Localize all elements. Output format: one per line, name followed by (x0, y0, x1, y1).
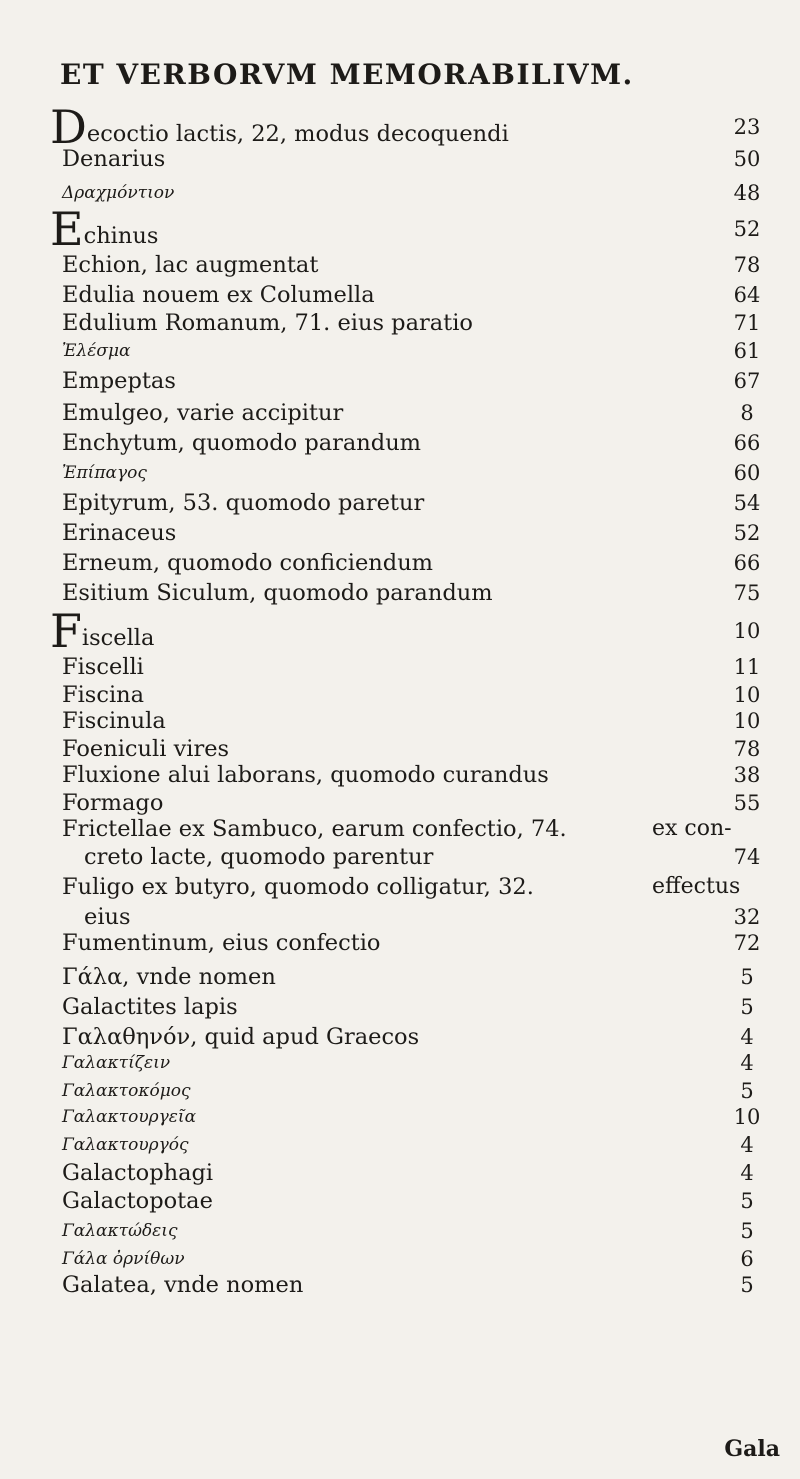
index-term: Foeniculi vires (62, 736, 230, 762)
index-entry (0, 992, 800, 1026)
page-number: 5 (740, 1273, 754, 1297)
index-term: Fiscella (50, 604, 155, 658)
index-term: Enchytum, quomodo parandum (62, 430, 422, 456)
page-number: 52 (733, 217, 761, 241)
index-continuation: effectus (652, 874, 741, 899)
index-term: Fiscinula (62, 708, 166, 734)
page-number: 4 (740, 1133, 754, 1157)
index-term: eius (84, 904, 131, 930)
index-entry (0, 178, 800, 212)
page-number: 10 (733, 1105, 761, 1129)
index-term: Erneum, quomodo conficiendum (62, 550, 434, 576)
index-term: Galactopotae (62, 1188, 213, 1214)
index-continuation: ex con- (652, 816, 732, 841)
index-entry (0, 488, 800, 522)
index-term: Esitium Siculum, quomodo parandum (62, 580, 493, 606)
index-term: Edulia nouem ex Columella (62, 282, 375, 308)
index-term: Γαλακτώδεις (62, 1221, 178, 1241)
page-number: 6 (740, 1247, 754, 1271)
index-entry (0, 100, 800, 154)
index-term: Δραχμόντιον (62, 183, 175, 203)
page-number: 64 (733, 283, 761, 307)
page-number: 4 (740, 1025, 754, 1049)
index-term: Γαλαθηνόν, quid apud Graecos (62, 1024, 420, 1050)
page-number: 5 (740, 995, 754, 1019)
page-number: 75 (733, 581, 761, 605)
index-term: Galactophagi (62, 1160, 214, 1186)
index-entry (0, 1270, 800, 1304)
index-term: Frictellae ex Sambuco, earum confectio, 74. (62, 816, 567, 842)
index-term: creto lacte, quomodo parentur (84, 844, 434, 870)
index-entry (0, 144, 800, 178)
page-number: 71 (733, 311, 761, 335)
index-entry (0, 398, 800, 432)
index-entry (0, 336, 800, 370)
index-entry (0, 1186, 800, 1220)
index-term: Formago (62, 790, 164, 816)
index-term: Fumentinum, eius confectio (62, 930, 381, 956)
page-number: 32 (733, 905, 761, 929)
index-entry (0, 962, 800, 996)
index-term: Epityrum, 53. quomodo paretur (62, 490, 425, 516)
page-number: 10 (733, 619, 761, 643)
index-term: Γάλα ὀρνίθων (62, 1249, 185, 1269)
page-number: 78 (733, 253, 761, 277)
page-number: 66 (733, 431, 761, 455)
page-number: 52 (733, 521, 761, 545)
index-entry (0, 604, 800, 658)
index-term: Γαλακτίζειν (62, 1053, 171, 1073)
index-entry (0, 518, 800, 552)
page-number: 55 (733, 791, 761, 815)
index-entry (0, 842, 800, 876)
page-number: 67 (733, 369, 761, 393)
index-entry (0, 458, 800, 492)
page-number: 4 (740, 1161, 754, 1185)
page-number: 10 (733, 709, 761, 733)
page-number: 54 (733, 491, 761, 515)
index-term: Fiscina (62, 682, 145, 708)
index-entry (0, 250, 800, 284)
page-number: 23 (733, 115, 761, 139)
index-entry (0, 872, 800, 906)
page-number: 74 (733, 845, 761, 869)
page-number: 60 (733, 461, 761, 485)
page-number: 78 (733, 737, 761, 761)
page-number: 5 (740, 965, 754, 989)
index-term: Γαλακτοκόμος (62, 1081, 191, 1101)
index-term: Γαλακτουργός (62, 1135, 189, 1155)
index-term: Γάλα, vnde nomen (62, 964, 276, 990)
index-term: Galatea, vnde nomen (62, 1272, 304, 1298)
index-term: Echion, lac augmentat (62, 252, 319, 278)
index-entry (0, 548, 800, 582)
index-entry (0, 578, 800, 612)
page-number: 8 (740, 401, 754, 425)
index-term: Galactites lapis (62, 994, 238, 1020)
index-term: Fluxione alui laborans, quomodo curandus (62, 762, 549, 788)
index-term: Emulgeo, varie accipitur (62, 400, 344, 426)
index-term: Fuligo ex butyro, quomodo colligatur, 32. (62, 874, 534, 900)
page-number: 5 (740, 1189, 754, 1213)
catchword: Gala (724, 1436, 780, 1462)
page-number: 48 (733, 181, 761, 205)
page-number: 72 (733, 931, 761, 955)
index-entry (0, 202, 800, 256)
index-term: Fiscelli (62, 654, 144, 680)
index-term: Echinus (50, 202, 159, 256)
page-number: 5 (740, 1079, 754, 1103)
index-term: Erinaceus (62, 520, 177, 546)
page-number: 66 (733, 551, 761, 575)
index-entry (0, 928, 800, 962)
index-term: Edulium Romanum, 71. eius paratio (62, 310, 473, 336)
index-term: Ἐπίπαγος (62, 463, 147, 483)
page-number: 10 (733, 683, 761, 707)
index-entry (0, 366, 800, 400)
page-number: 38 (733, 763, 761, 787)
running-header: ET VERBORVM MEMORABILIVM. (60, 58, 634, 91)
index-term: Γαλακτουργεῖα (62, 1107, 197, 1127)
page-number: 61 (733, 339, 761, 363)
page-number: 11 (733, 655, 761, 679)
index-term: Denarius (62, 146, 166, 172)
index-term: Decoctio lactis, 22, modus decoquendi (50, 100, 509, 154)
index-term: Empeptas (62, 368, 176, 394)
page-number: 4 (740, 1051, 754, 1075)
index-entry (0, 428, 800, 462)
index-term: Ἐλέσμα (62, 341, 131, 361)
page-number: 5 (740, 1219, 754, 1243)
page-number: 50 (733, 147, 761, 171)
